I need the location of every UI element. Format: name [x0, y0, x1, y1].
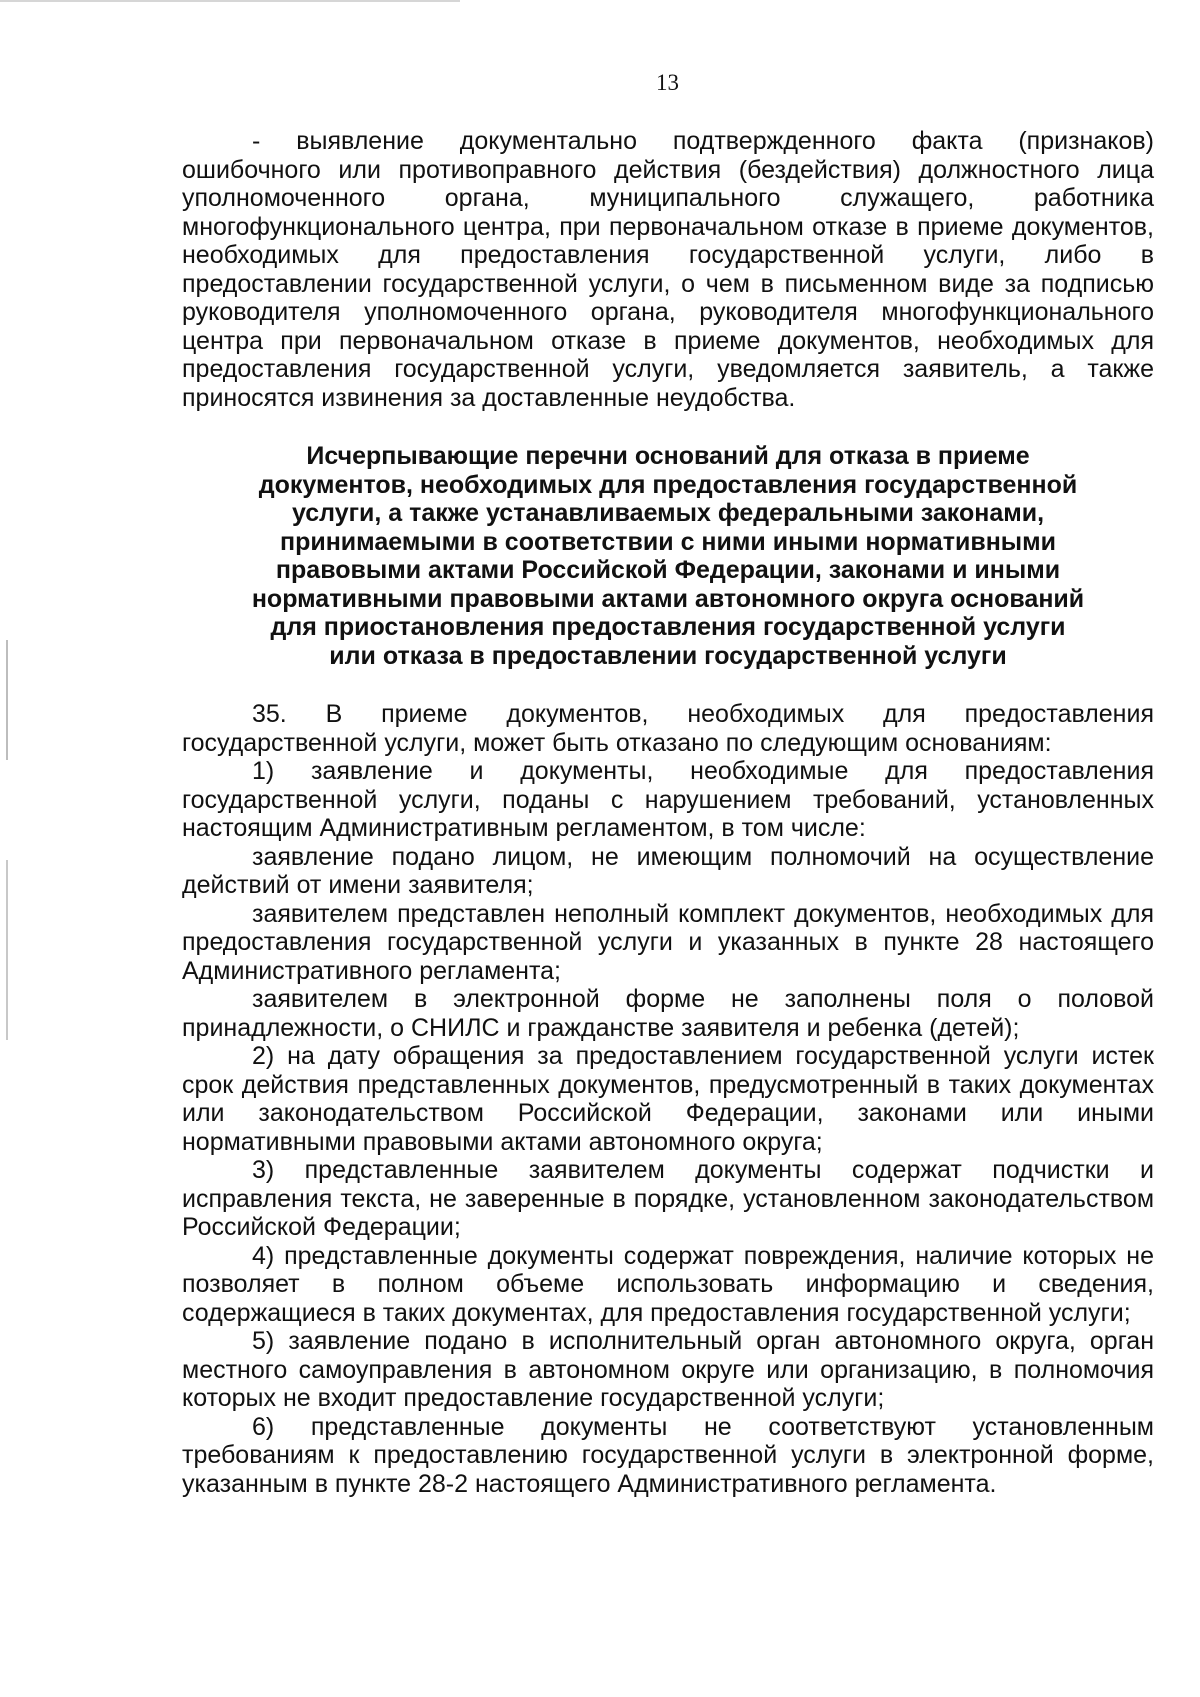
list-subitem: заявителем в электронной форме не заполнены поля о половой принадлежности, о СНИЛС и гражданстве заявителя и ребенка (детей); [182, 985, 1154, 1042]
section-heading-line: для приостановления предоставления государственной услуги [270, 613, 1066, 641]
list-item-2: 2) на дату обращения за предоставлением государственной услуги истек срок действия представленных документов, предусмотренный в таких документах или законодательством Российской Федерации, законами или иными нормативными правовыми актами автономного округа; [182, 1042, 1154, 1156]
section-heading-line: Исчерпывающие перечни оснований для отказа в приеме [306, 442, 1030, 470]
section-heading-line: документов, необходимых для предоставления государственной [258, 470, 1078, 499]
section-heading-line: услуги, а также устанавливаемых федеральными законами, [291, 499, 1045, 527]
scan-edge-artifact [0, 0, 460, 2]
list-item-4: 4) представленные документы содержат повреждения, наличие которых не позволяет в полном объеме использовать информацию и сведения, содержащиеся в таких документах, для предоставления государственной услуги; [182, 1241, 1154, 1327]
scan-edge-artifact [6, 640, 8, 760]
scan-edge-artifact [6, 860, 8, 1040]
section-heading [182, 442, 1154, 670]
section-heading-line: правовыми актами Российской Федерации, законами и иными [275, 556, 1061, 584]
list-subitem: заявителем представлен неполный комплект документов, необходимых для предоставления государственной услуги и указанных в пункте 28 настоящего Административного регламента; [182, 899, 1154, 985]
section-heading-line: принимаемыми в соответствии с ними иными нормативными [279, 527, 1057, 556]
list-item-1: 1) заявление и документы, необходимые для предоставления государственной услуги, поданы с нарушением требований, установленных настоящим Административным регламентом, в том числе: [182, 757, 1154, 842]
list-subitem: заявление подано лицом, не имеющим полномочий на осуществление действий от имени заявителя; [182, 842, 1154, 899]
section-heading-line: нормативными правовыми актами автономного округа оснований [251, 584, 1085, 613]
page-number: 13 [656, 70, 679, 95]
list-item-3: 3) представленные заявителем документы содержат подчистки и исправления текста, не заверенные в порядке, установленном законодательством Российской Федерации; [182, 1156, 1154, 1241]
list-item-6: 6) представленные документы не соответствуют установленным требованиям к предоставлению государственной услуги в электронной форме, указанным в пункте 28-2 настоящего Административного регламента. [182, 1412, 1154, 1498]
section-heading-line: или отказа в предоставлении государственной услуги [329, 641, 1007, 670]
document-body [182, 127, 1154, 1498]
list-item-5: 5) заявление подано в исполнительный орган автономного округа, орган местного самоуправления в автономном округе или организацию, в полномочия которых не входит предоставление государственной услуги; [182, 1327, 1154, 1412]
intro-paragraph: - выявление документально подтвержденного факта (признаков) ошибочного или противоправного действия (бездействия) должностного лица уполномоченного органа, муниципального служащего, работника многофункционального центра, при первоначальном отказе в приеме документов, необходимых для предоставления государственной услуги, либо в предоставлении государственной услуги, о чем в письменном виде за подписью руководителя уполномоченного органа, руководителя многофункционального центра при первоначальном отказе в приеме документов, необходимых для предоставления государственной услуги, уведомляется заявитель, а также приносятся извинения за доставленные неудобства. [182, 127, 1154, 412]
paragraph-35: 35. В приеме документов, необходимых для предоставления государственной услуги, может быть отказано по следующим основаниям: [182, 700, 1154, 757]
